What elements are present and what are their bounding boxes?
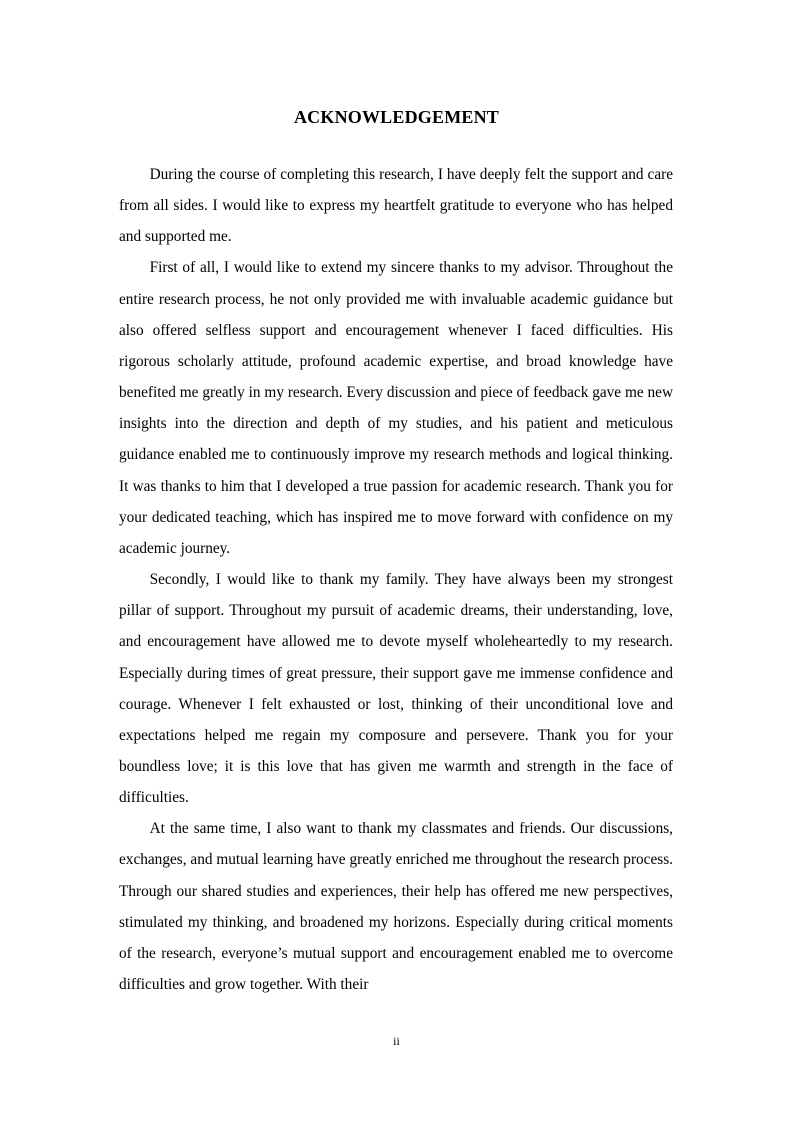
paragraph-4: At the same time, I also want to thank my classmates and friends. Our discussions, exchanges, and mutual learning have greatly enriched me throughout the research process. Through our shared studies and experiences, their help has offered me new perspectives, stimulated my thinking, and broadened my horizons. Especially during critical moments of the research, everyone’s mutual support and encouragement enabled me to overcome difficulties and grow together. With their bbox=[119, 820, 673, 994]
paragraph-1: During the course of completing this research, I have deeply felt the support and care from all sides. I would like to express my heartfelt gratitude to everyone who has helped and supported me. bbox=[119, 166, 673, 246]
acknowledgement-body bbox=[119, 159, 673, 1000]
paragraph-2: First of all, I would like to extend my sincere thanks to my advisor. Throughout the entire research process, he not only provided me with invaluable academic guidance but also offered selfless support and encouragement whenever I faced difficulties. His rigorous scholarly attitude, profound academic expertise, and broad knowledge have benefited me greatly in my research. Every discussion and piece of feedback gave me new insights into the direction and depth of my studies, and his patient and meticulous guidance enabled me to continuously improve my research methods and logical thinking. It was thanks to him that I developed a true passion for academic research. Thank you for your dedicated teaching, which has inspired me to move forward with confidence on my academic journey. bbox=[119, 259, 673, 557]
page-title: ACKNOWLEDGEMENT bbox=[293, 107, 500, 127]
paragraph-3: Secondly, I would like to thank my family. They have always been my strongest pillar of support. Throughout my pursuit of academic dreams, their understanding, love, and encouragement have allowed me to devote myself wholeheartedly to my research. Especially during times of great pressure, their support gave me immense confidence and courage. Whenever I felt exhausted or lost, thinking of their unconditional love and expectations helped me regain my composure and persevere. Thank you for your boundless love; it is this love that has given me warmth and strength in the face of difficulties. bbox=[119, 571, 673, 807]
page-number: ii bbox=[393, 1034, 400, 1048]
